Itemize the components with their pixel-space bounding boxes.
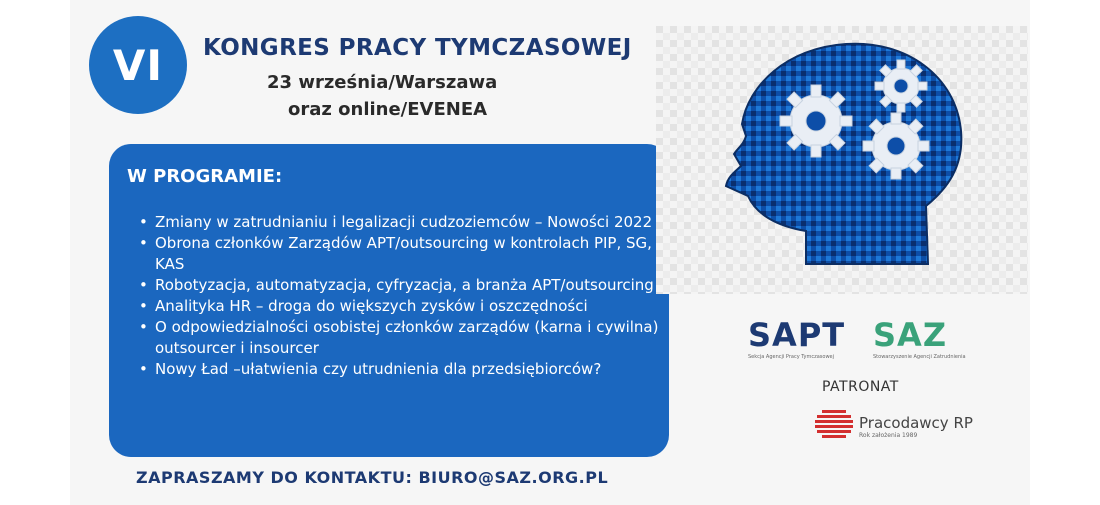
program-box [109, 144, 669, 457]
program-item: • O odpowiedzialności osobistej członków zarządów (karna i cywilna) outsourcer i insourcer [139, 317, 664, 359]
pracodawcy-name: Pracodawcy RP [859, 413, 973, 432]
program-item: • Nowy Ład –ułatwienia czy utrudnienia dla przedsiębiorców? [139, 359, 664, 380]
program-heading: W PROGRAMIE: [127, 166, 283, 187]
event-date-place: 23 września/Warszawa [267, 72, 498, 93]
sapt-logo [748, 318, 845, 360]
saz-logo [873, 318, 966, 360]
pracodawcy-logo [815, 410, 973, 442]
edition-badge [89, 16, 187, 114]
sapt-logo-name: SAPT [748, 316, 846, 354]
sapt-logo-tagline: Sekcja Agencji Pracy Tymczasowej [748, 354, 834, 360]
event-title: KONGRES PRACY TYMCZASOWEJ [203, 35, 632, 61]
saz-logo-name: SAZ [873, 316, 948, 354]
patronat-label: PATRONAT [822, 379, 899, 395]
program-list [117, 212, 664, 380]
head-gears-illustration [656, 26, 1028, 294]
saz-logo-tagline: Stowarzyszenie Agencji Zatrudnienia [873, 354, 966, 360]
edition-number: VI [112, 40, 164, 90]
pracodawcy-mark-icon [815, 410, 853, 442]
program-item: • Obrona członków Zarządów APT/outsourcing w kontrolach PIP, SG, KAS [139, 233, 664, 275]
program-item: • Analityka HR – droga do większych zysków i oszczędności [139, 296, 664, 317]
pracodawcy-founded: Rok założenia 1989 [859, 431, 918, 439]
contact-line: ZAPRASZAMY DO KONTAKTU: BIURO@SAZ.ORG.PL [136, 468, 609, 487]
program-item: • Robotyzacja, automatyzacja, cyfryzacja, a branża APT/outsourcing [139, 275, 664, 296]
program-item: • Zmiany w zatrudnianiu i legalizacji cudzoziemców – Nowości 2022 [139, 212, 664, 233]
event-online: oraz online/EVENEA [288, 99, 488, 120]
